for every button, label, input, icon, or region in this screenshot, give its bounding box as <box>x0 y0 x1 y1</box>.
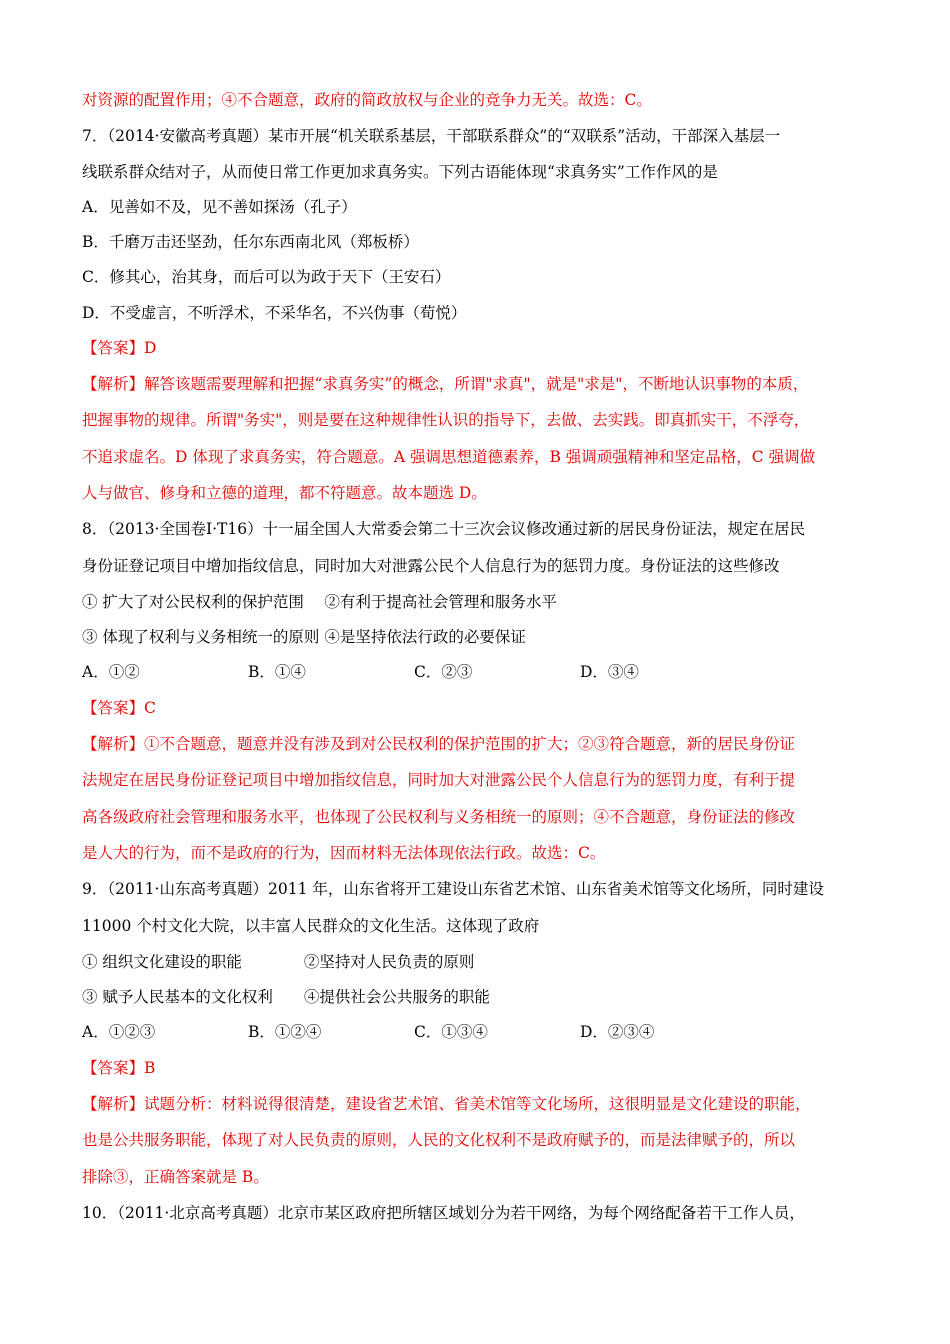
q7-stem-line-2: 线联系群众结对子，从而使日常工作更加求真务实。下列古语能体现“求真务实”工作作风的是 <box>82 163 718 181</box>
q9-choice-d: D．②③④ <box>580 1023 655 1041</box>
q9-explanation-line-1: 【解析】试题分析：材料说得很清楚，建设省艺术馆、省美术馆等文化场所，这很明显是文化建设的职能， <box>82 1095 811 1113</box>
q8-choice-c: C．②③ <box>414 663 473 681</box>
q9-stem-line-1: 9．（2011·山东高考真题）2011 年，山东省将开工建设山东省艺术馆、山东省美术馆等文化场所，同时建设 <box>82 880 824 898</box>
q7-stem-line-1: 7．（2014·安徽高考真题）某市开展“机关联系基层，干部联系群众”的“双联系”活动，干部深入基层一 <box>82 127 781 145</box>
q7-option-b: B．千磨万击还坚劲，任尔东西南北风（郑板桥） <box>82 233 419 251</box>
q10-stem-line-1: 10．（2011·北京高考真题）北京市某区政府把所辖区域划分为若干网络，为每个网络配备若干工作人员， <box>82 1204 805 1222</box>
q9-stem-line-2: 11000 个村文化大院，以丰富人民群众的文化生活。这体现了政府 <box>82 917 540 935</box>
q7-explanation-line-2: 把握事物的规律。所谓"务实"，则是要在这种规律性认识的指导下，去做、去实践。即真抓实干，不浮夸， <box>82 411 810 429</box>
q7-explanation-line-3: 不追求虚名。D 体现了求真务实，符合题意。A 强调思想道德素养，B 强调顽强精神和坚定品格，C 强调做 <box>82 448 816 466</box>
q8-stem-line-2: 身份证登记项目中增加指纹信息，同时加大对泄露公民个人信息行为的惩罚力度。身份证法的这些修改 <box>82 557 780 575</box>
q8-choice-a: A．①② <box>82 663 140 681</box>
q6-explanation-tail: 对资源的配置作用；④不合题意，政府的简政放权与企业的竞争力无关。故选：C。 <box>82 91 652 109</box>
q9-explanation-line-2: 也是公共服务职能，体现了对人民负责的原则，人民的文化权利不是政府赋予的，而是法律赋予的，所以 <box>82 1131 796 1149</box>
q8-choice-b: B．①④ <box>248 663 306 681</box>
q9-answer: 【答案】B <box>82 1059 156 1077</box>
q9-statements-1: ① 组织文化建设的职能 ②坚持对人民负责的原则 <box>82 953 475 971</box>
q8-answer: 【答案】C <box>82 699 156 717</box>
q8-explanation-line-4: 是人大的行为，而不是政府的行为，因而材料无法体现依法行政。故选：C。 <box>82 844 606 862</box>
q9-explanation-line-3: 排除③，正确答案就是 B。 <box>82 1168 269 1186</box>
q7-explanation-line-1: 【解析】解答该题需要理解和把握“求真务实”的概念，所谓"求真"，就是"求是"，不断地认识事物的本质， <box>82 375 809 393</box>
q7-explanation-line-4: 人与做官、修身和立德的道理，都不符题意。故本题选 D。 <box>82 484 487 502</box>
q9-statements-2: ③ 赋予人民基本的文化权利 ④提供社会公共服务的职能 <box>82 988 490 1006</box>
q7-answer: 【答案】D <box>82 339 157 357</box>
q8-statements-2: ③ 体现了权利与义务相统一的原则 ④是坚持依法行政的必要保证 <box>82 628 526 646</box>
q9-choice-b: B．①②④ <box>248 1023 322 1041</box>
q7-option-c: C．修其心，治其身，而后可以为政于天下（王安石） <box>82 268 451 286</box>
q8-choices <box>82 661 639 683</box>
q9-choice-a: A．①②③ <box>82 1023 156 1041</box>
q9-choices <box>82 1021 654 1043</box>
q7-option-a: A．见善如不及，见不善如探汤（孔子） <box>82 198 357 216</box>
q8-stem-line-1: 8．（2013·全国卷Ⅰ·T16）十一届全国人大常委会第二十三次会议修改通过新的居民身份证法，规定在居民 <box>82 520 806 538</box>
q8-statements-1: ① 扩大了对公民权利的保护范围 ②有利于提高社会管理和服务水平 <box>82 593 557 611</box>
q8-choice-d: D．③④ <box>580 663 639 681</box>
q7-option-d: D．不受虚言，不听浮术，不采华名，不兴伪事（荀悦） <box>82 304 467 322</box>
q8-explanation-line-3: 高各级政府社会管理和服务水平，也体现了公民权利与义务相统一的原则；④不合题意，身份证法的修改 <box>82 808 796 826</box>
q9-choice-c: C．①③④ <box>414 1023 488 1041</box>
q8-explanation-line-2: 法规定在居民身份证登记项目中增加指纹信息，同时加大对泄露公民个人信息行为的惩罚力度，有利于提 <box>82 771 796 789</box>
q8-explanation-line-1: 【解析】①不合题意，题意并没有涉及到对公民权利的保护范围的扩大；②③符合题意，新的居民身份证 <box>82 735 796 753</box>
